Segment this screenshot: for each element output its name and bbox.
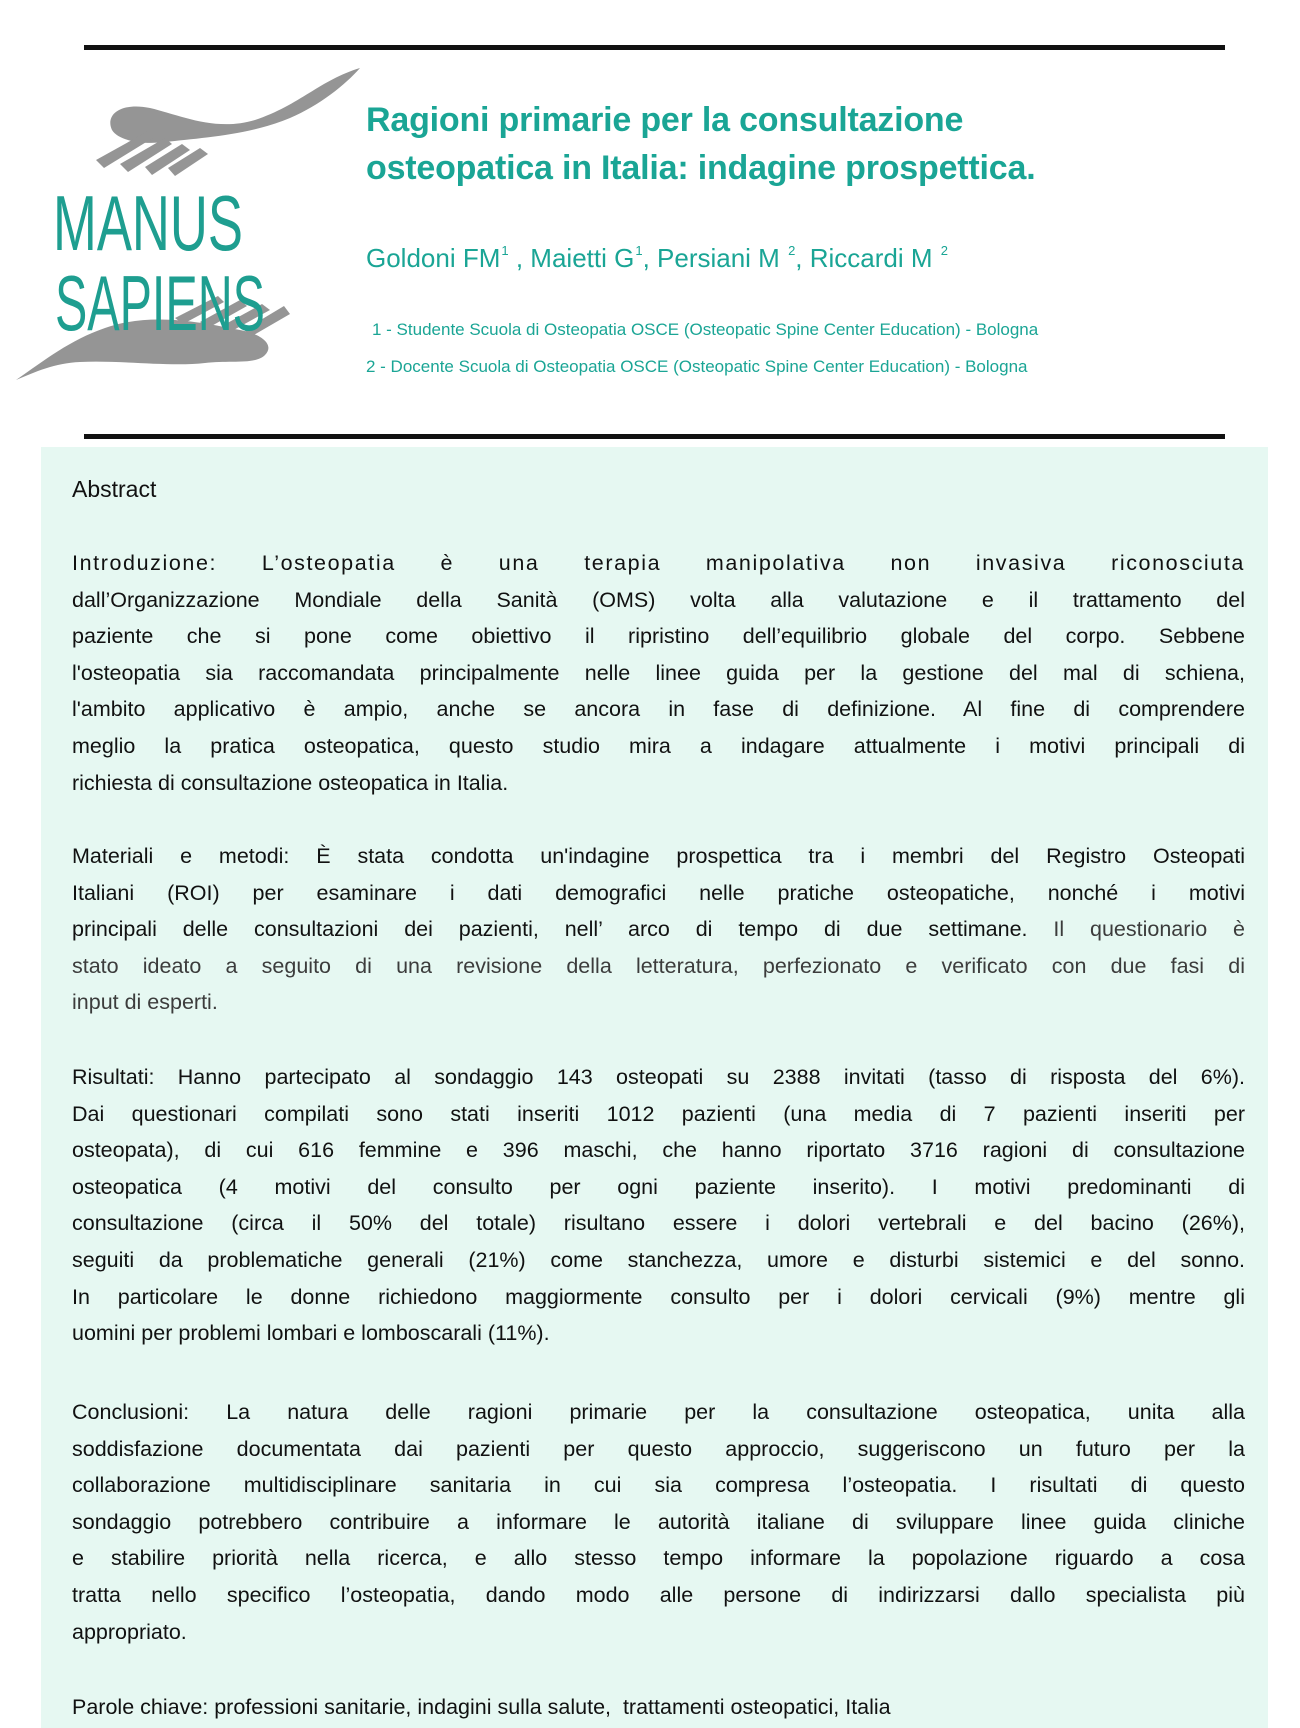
abstract-materiali-metodi bbox=[72, 838, 1245, 1021]
text-line: Dai questionari compilati sono stati inseriti 1012 pazienti (una media di 7 pazienti inseriti per bbox=[72, 1101, 1245, 1126]
header-bottom-rule bbox=[84, 434, 1225, 439]
text-line: stato ideato a seguito di una revisione della letteratura, perfezionato e verificato con due fasi di bbox=[72, 953, 1245, 978]
text-line: e stabilire priorità nella ricerca, e allo stesso tempo informare la popolazione riguardo a cosa bbox=[72, 1546, 1245, 1571]
author: Persiani M $^2$, bbox=[657, 243, 810, 273]
affiliation-1: 1 - Studente Scuola di Osteopatia OSCE (Osteopatic Spine Center Education) - Bologna bbox=[372, 320, 1039, 339]
text-line: Materiali e metodi: È stata condotta un'indagine prospettica tra i membri del Registro Osteopati bbox=[72, 844, 1245, 868]
author: Riccardi M $^2$ bbox=[809, 243, 948, 273]
text-line: osteopatica (4 motivi del consulto per ogni paziente inserito). I motivi predominanti di bbox=[72, 1174, 1245, 1199]
text-line: sondaggio potrebbero contribuire a informare le autorità italiane di sviluppare linee guida cliniche bbox=[72, 1509, 1245, 1534]
text-line: appropriato. bbox=[72, 1619, 187, 1644]
abstract-conclusioni bbox=[72, 1394, 1245, 1650]
upper-hand-icon bbox=[96, 68, 360, 176]
abstract-introduzione bbox=[72, 545, 1245, 801]
text-line: meglio la pratica osteopatica, questo studio mira a indagare attualmente i motivi principali di bbox=[72, 733, 1245, 758]
text-line: paziente che si pone come obiettivo il ripristino dell’equilibrio globale del corpo. Sebbene bbox=[72, 624, 1245, 649]
abstract-keywords bbox=[72, 1689, 1245, 1726]
logo-text-sapiens: SAPIENS bbox=[55, 259, 265, 347]
title-line: Ragioni primarie per la consultazione bbox=[366, 101, 964, 139]
text-line: input di esperti. bbox=[72, 990, 218, 1015]
text-line: Conclusioni: La natura delle ragioni primarie per la consultazione osteopatica, unita alla bbox=[72, 1400, 1245, 1424]
text-line: uomini per problemi lombari e lomboscarali (11%). bbox=[72, 1321, 550, 1346]
title-line: osteopatica in Italia: indagine prospettica. bbox=[366, 149, 1036, 187]
header-top-rule bbox=[84, 45, 1225, 50]
text-line: l'ambito applicativo è ampio, anche se ancora in fase di definizione. Al fine di comprendere bbox=[72, 697, 1245, 722]
text-line: seguiti da problematiche generali (21%) come stanchezza, umore e disturbi sistemici e del sonno. bbox=[72, 1247, 1245, 1272]
text-line: dall’Organizzazione Mondiale della Sanità (OMS) volta alla valutazione e il trattamento del bbox=[72, 587, 1245, 612]
text-line: Risultati: Hanno partecipato al sondaggio 143 osteopati su 2388 invitati (tasso di risposta del 6%). bbox=[72, 1065, 1245, 1089]
keywords-line: Parole chiave: professioni sanitarie, indagini sulla salute, trattamenti osteopatici, Italia bbox=[72, 1695, 891, 1719]
text-line: richiesta di consultazione osteopatica in Italia. bbox=[72, 770, 509, 795]
text-line: Introduzione: L’osteopatia è una terapia manipolativa non invasiva riconosciuta bbox=[72, 551, 1245, 575]
author: Maietti $G^1$, bbox=[530, 243, 658, 273]
affiliation-2: 2 - Docente Scuola di Osteopatia OSCE (Osteopatic Spine Center Education) - Bologna bbox=[366, 357, 1028, 376]
text-line: tratta nello specifico l’osteopatia, dando modo alle persone di indirizzarsi dallo specialista più bbox=[72, 1582, 1245, 1607]
logo-text-manus: MANUS bbox=[53, 179, 243, 267]
text-line: osteopata), di cui 616 femmine e 396 maschi, che hanno riportato 3716 ragioni di consultazione bbox=[72, 1138, 1245, 1163]
text-line: collaborazione multidisciplinare sanitaria in cui sia compresa l’osteopatia. I risultati di questo bbox=[72, 1473, 1245, 1498]
author: Goldoni $FM^1$ , bbox=[366, 243, 531, 273]
author-list bbox=[366, 234, 948, 275]
abstract-heading: Abstract bbox=[72, 476, 157, 502]
paper-title bbox=[366, 96, 1236, 192]
text-line: consultazione (circa il 50% del totale) risultano essere i dolori vertebrali e del bacino (26%), bbox=[72, 1211, 1245, 1236]
text-line: soddisfazione documentata dai pazienti per questo approccio, suggeriscono un futuro per la bbox=[72, 1436, 1245, 1461]
text-line: principali delle consultazioni dei pazienti, nell’ arco di tempo di due settimane. Il questionario è bbox=[72, 917, 1245, 942]
text-line: Italiani (ROI) per esaminare i dati demografici nelle pratiche osteopatiche, nonché i motivi bbox=[72, 880, 1245, 905]
abstract-risultati bbox=[72, 1059, 1245, 1352]
manus-sapiens-logo bbox=[0, 60, 360, 405]
text-line: In particolare le donne richiedono maggiormente consulto per i dolori cervicali (9%) mentre gli bbox=[72, 1284, 1245, 1309]
text-line: l'osteopatia sia raccomandata principalmente nelle linee guida per la gestione del mal di schiena, bbox=[72, 660, 1245, 685]
